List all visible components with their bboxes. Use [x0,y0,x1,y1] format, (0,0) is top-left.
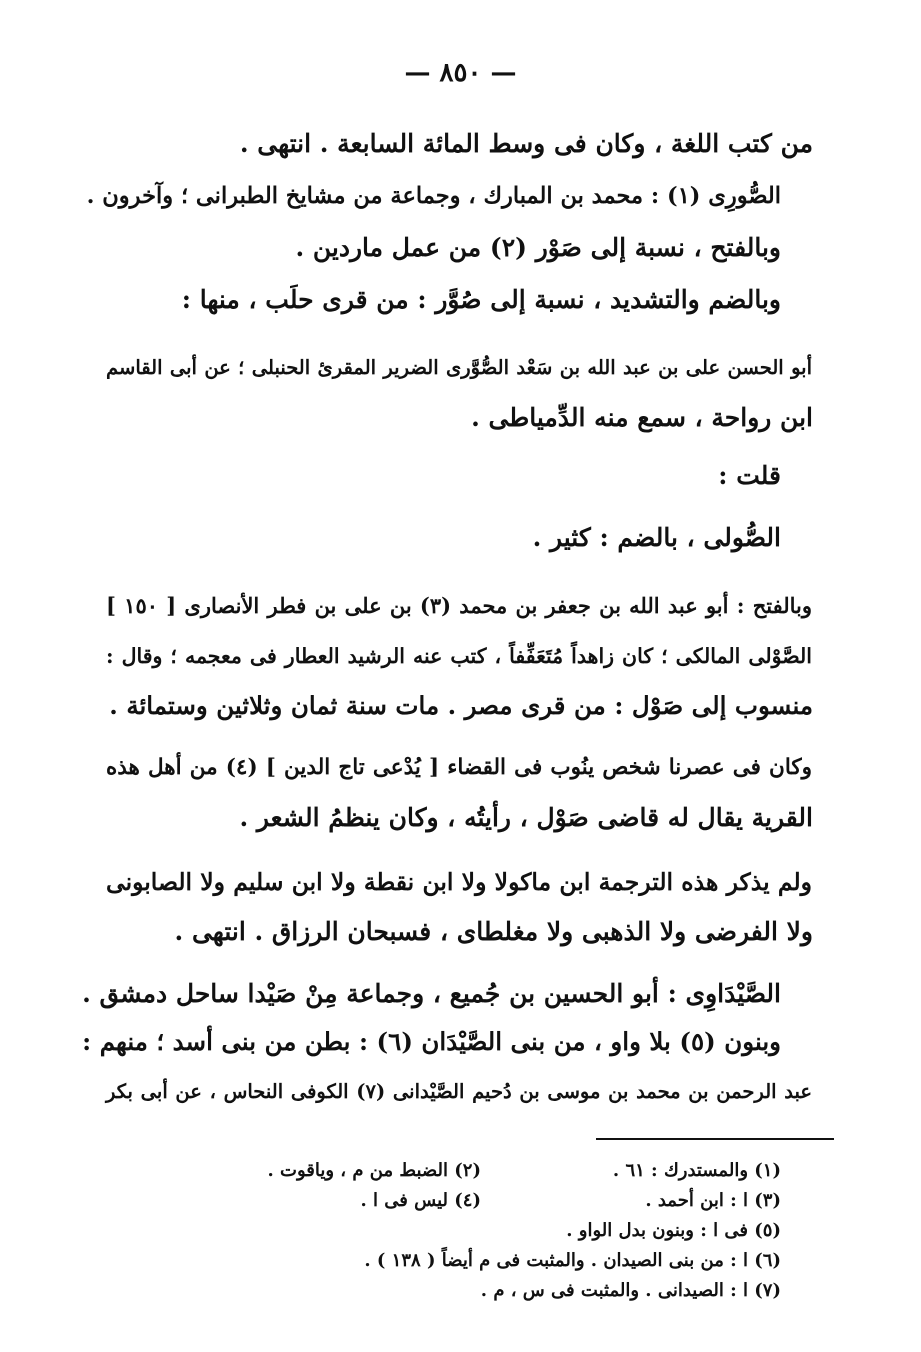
text-line-16: الصَّيْدَاوِى : أبو الحسين بن جُميع ، وجماعة مِنْ صَيْدا ساحل دمشق . [82,979,781,1008]
text-line-18: عبد الرحمن بن محمد بن موسى بن دُحيم الصَّيْدانى (٧) الكوفى النحاس ، عن أبى بكر [106,1080,812,1103]
text-line-5: أبو الحسن على بن عبد الله بن سَعْد الصُّوَّرى الضرير المقرئ الحنبلى ؛ عن أبى القاسم [106,356,812,379]
footnote-3: (٣) ا : ابن أحمد . [645,1190,781,1211]
text-line-7: قلت : [718,461,781,490]
footnote-5: (٥) فى ا : وبنون بدل الواو . [566,1220,781,1241]
text-line-4: وبالضم والتشديد ، نسبة إلى صُوَّر : من قرى حلَب ، منها : [181,285,781,314]
text-line-10: الصَّوْلى المالكى ؛ كان زاهداً مُتَعَفِّفاً ، كتب عنه الرشيد العطار فى معجمه ؛ وقال : [106,644,812,668]
text-line-15: ولا الفرضى ولا الذهبى ولا مغلطاى ، فسبحان الرزاق . انتهى . [174,917,813,946]
text-line-17: وبنون (٥) بلا واو ، من بنى الصَّيْدَان (٦) : بطن من بنى أسد ؛ منهم : [82,1027,781,1056]
footnote-6: (٦) ا : من بنى الصيدان . والمثبت فى م أيضاً ( ١٣٨ ) . [364,1250,781,1271]
text-line-1: من كتب اللغة ، وكان فى وسط المائة السابعة . انتهى . [239,129,813,158]
text-line-3: وبالفتح ، نسبة إلى صَوْر (٢) من عمل ماردين . [295,233,781,262]
text-line-13: القرية يقال له قاضى صَوْل ، رأيتُه ، وكان ينظمُ الشعر . [239,803,813,832]
footnote-rule [596,1138,834,1140]
text-line-6: ابن رواحة ، سمع منه الدِّمياطى . [471,403,813,432]
text-line-11: منسوب إلى صَوْل : من قرى مصر . مات سنة ثمان وثلاثين وستمائة . [109,691,813,720]
footnote-4: (٤) ليس فى ا . [360,1190,481,1211]
text-line-12: وكان فى عصرنا شخص ينُوب فى القضاء [ يُدْعى تاج الدين ] (٤) من أهل هذه [106,755,812,780]
footnote-1: (١) والمستدرك : ٦١ . [612,1160,781,1181]
footnote-7: (٧) ا : الصيدانى . والمثبت فى س ، م . [480,1280,781,1301]
text-line-9: وبالفتح : أبو عبد الله بن جعفر بن محمد (٣) بن على بن فطر الأنصارى [ ١٥٠ ] [106,593,812,618]
page-number: — ٨٥٠ — [404,58,517,88]
text-line-14: ولم يذكر هذه الترجمة ابن ماكولا ولا ابن نقطة ولا ابن سليم ولا الصابونى [106,868,812,896]
footnote-2: (٢) الضبط من م ، وياقوت . [267,1160,481,1181]
text-line-2: الصُّورِى (١) : محمد بن المبارك ، وجماعة من مشايخ الطبرانى ؛ وآخرون . [86,183,781,209]
text-line-8: الصُّولى ، بالضم : كثير . [532,523,781,552]
